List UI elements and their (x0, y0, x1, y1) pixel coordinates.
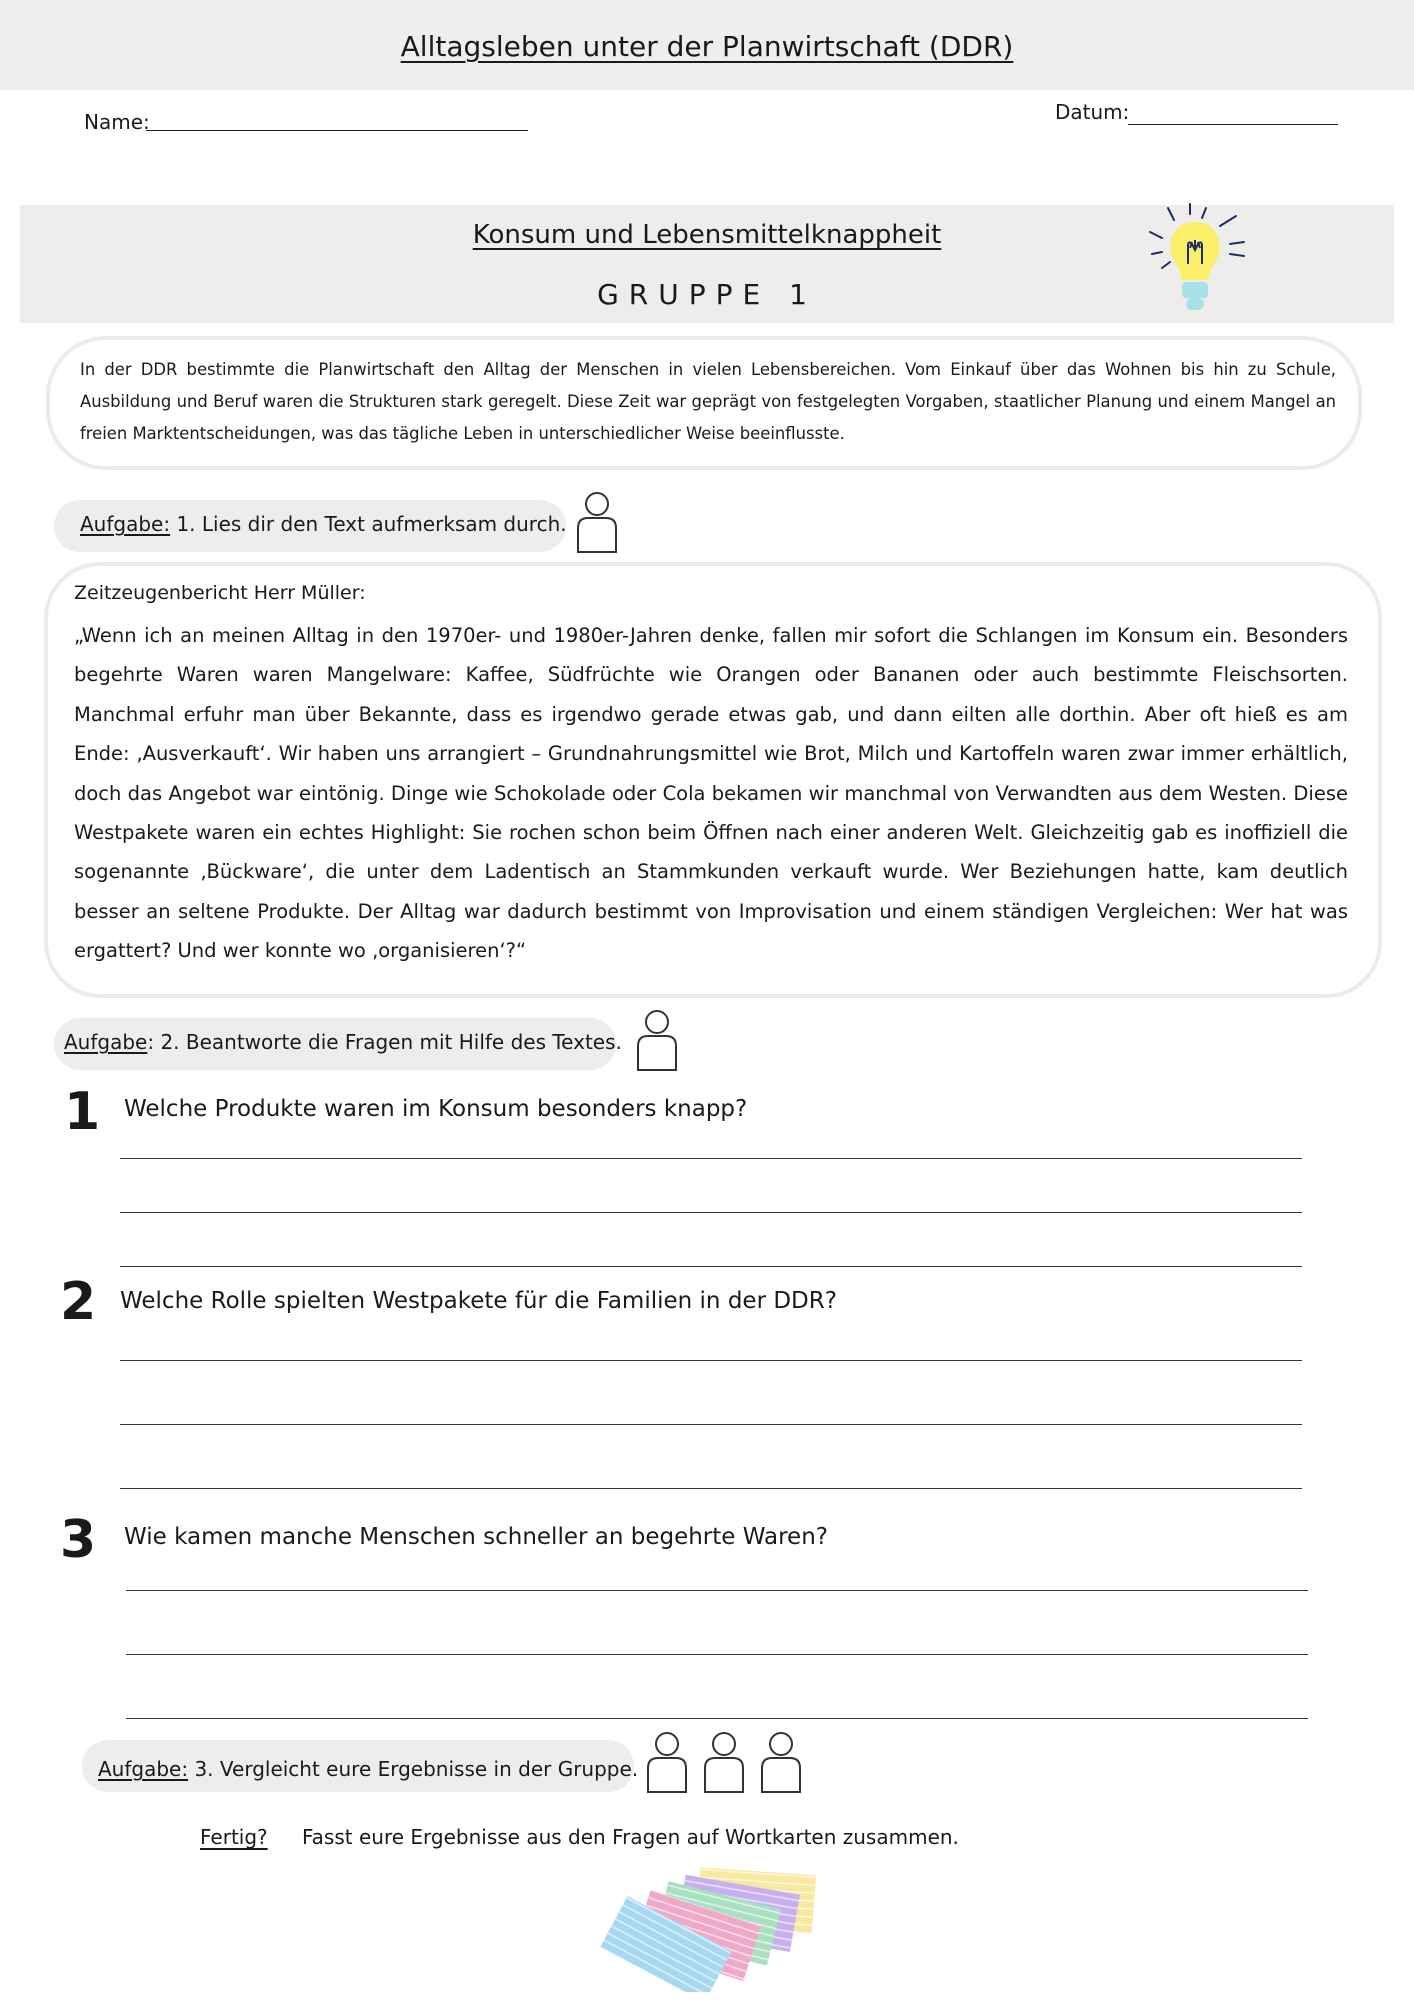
group-persons-icon (644, 1730, 810, 1794)
task-2 (64, 1030, 622, 1054)
finish-label: Fertig? (200, 1825, 268, 1849)
answer-line[interactable] (126, 1718, 1308, 1719)
answer-line[interactable] (126, 1590, 1308, 1591)
word-cards-illustration (586, 1862, 836, 1992)
person-icon (574, 490, 620, 554)
lightbulb-icon (1140, 202, 1250, 324)
answer-line[interactable] (120, 1158, 1302, 1159)
answer-line[interactable] (120, 1424, 1302, 1425)
question-3-number: 3 (60, 1510, 97, 1570)
answer-line[interactable] (120, 1360, 1302, 1361)
report-text: „Wenn ich an meinen Alltag in den 1970er- und 1980er-Jahren denke, fallen mir sofort die Schlangen im Konsum ein. Besonders begehrte Waren waren Mangelware: Kaffee, Südfrüchte wie Orangen oder Bananen oder auch bestimmte Fleischsorten. Manchmal erfuhr man über Bekannte, dass es irgendwo gerade etwas gab, und dann eilten alle dorthin. Aber oft hieß es am Ende: ‚Ausverkauft‘. Wir haben uns arrangiert – Grundnahrungsmittel wie Brot, Milch und Kartoffeln waren zwar immer erhältlich, doch das Angebot war eintönig. Dinge wie Schokolade oder Cola bekamen wir manchmal von Verwandten aus dem Westen. Diese Westpakete waren ein echtes Highlight: Sie rochen schon beim Öffnen nach einer anderen Welt. Gleichzeitig gab es inoffiziell die sogenannte ‚Bückware‘, die unter dem Ladentisch an Stammkunden verkauft wurde. Wer Beziehungen hatte, kam deutlich besser an seltene Produkte. Der Alltag war dadurch bestimmt von Improvisation und einem ständigen Vergleichen: Wer hat was ergattert? Und wer konnte wo ‚organisieren‘?“ (74, 624, 1348, 963)
task-1-label: Aufgabe: (80, 512, 171, 536)
intro-text: In der DDR bestimmte die Planwirtschaft den Alltag der Menschen in vielen Lebensbereichen. Vom Einkauf über das Wohnen bis hin zu Schule, Ausbildung und Beruf waren die Strukturen stark geregelt. Diese Zeit war geprägt von festgelegten Vorgaben, staatlicher Planung und einem Mangel an freien Marktentscheidungen, was das tägliche Leben in unterschiedlicher Weise beeinflusste. (80, 360, 1336, 443)
question-3-text: Wie kamen manche Menschen schneller an begehrte Waren? (124, 1524, 828, 1550)
person-icon (634, 1008, 680, 1072)
task-3-text: 3. Vergleicht eure Ergebnisse in der Gruppe. (188, 1757, 639, 1781)
question-2-text: Welche Rolle spielten Westpakete für die Familien in der DDR? (120, 1288, 837, 1314)
task-3 (98, 1757, 638, 1781)
answer-line[interactable] (120, 1212, 1302, 1213)
task-2-text: : 2. Beantworte die Fragen mit Hilfe des Textes. (147, 1030, 622, 1054)
page-title: Alltagsleben unter der Planwirtschaft (DDR) (400, 30, 1014, 63)
answer-line[interactable] (120, 1266, 1302, 1267)
question-2-number: 2 (60, 1272, 97, 1332)
report-heading: Zeitzeugenbericht Herr Müller: (74, 582, 366, 604)
question-1-text: Welche Produkte waren im Konsum besonders knapp? (124, 1096, 748, 1122)
answer-line[interactable] (126, 1654, 1308, 1655)
date-field[interactable] (1128, 124, 1338, 125)
task-1-text: 1. Lies dir den Text aufmerksam durch. (170, 512, 567, 536)
group-label: GRUPPE 1 (597, 278, 817, 311)
task-2-label: Aufgabe (64, 1030, 148, 1054)
question-1-number: 1 (64, 1082, 101, 1142)
topic-title: Konsum und Lebensmittelknappheit (472, 220, 942, 250)
task-1 (80, 512, 567, 536)
task-3-label: Aufgabe: (98, 1757, 189, 1781)
finish-text: Fasst eure Ergebnisse aus den Fragen auf Wortkarten zusammen. (302, 1825, 959, 1849)
answer-line[interactable] (120, 1488, 1302, 1489)
name-field[interactable] (146, 130, 528, 131)
date-label: Datum: (1055, 100, 1130, 124)
name-label: Name: (84, 110, 150, 134)
